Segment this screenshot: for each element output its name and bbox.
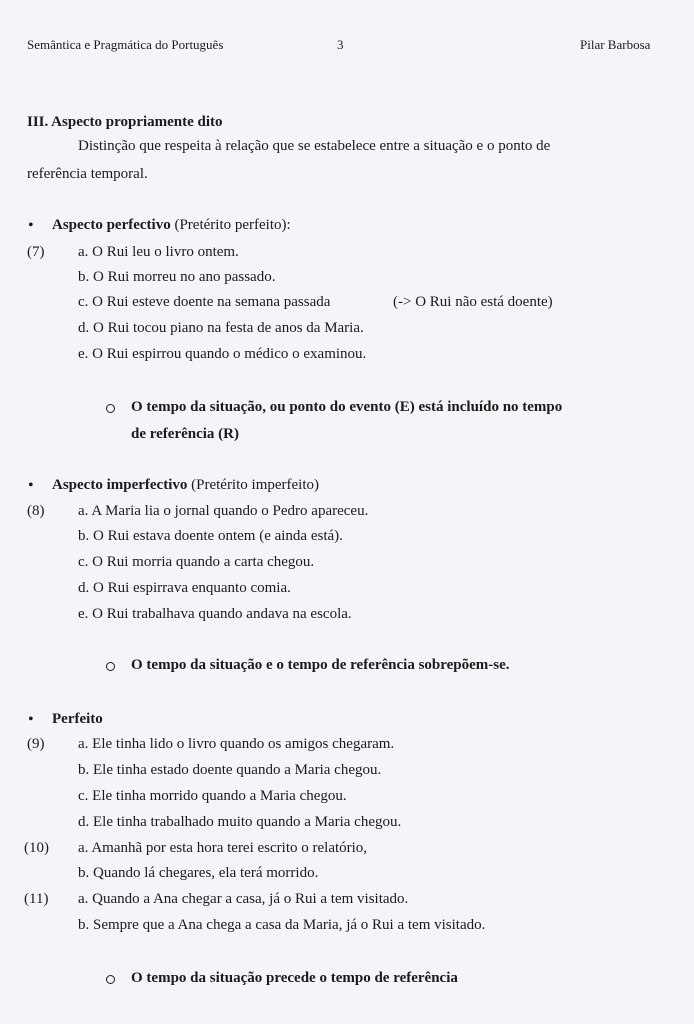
example-number: (9) <box>27 736 45 752</box>
example-line: d. O Rui espirrava enquanto comia. <box>78 580 291 596</box>
bullet-icon: • <box>28 711 34 728</box>
perfective-note-line1: O tempo da situação, ou ponto do evento (E) está incluído no tempo <box>131 399 563 415</box>
example-number: (7) <box>27 244 45 260</box>
section-title: III. Aspecto propriamente dito <box>27 114 223 130</box>
header-page-number: 3 <box>337 37 344 52</box>
example-line: e. O Rui trabalhava quando andava na escola. <box>78 606 352 622</box>
perfective-heading <box>52 216 291 234</box>
example-line: a. Amanhã por esta hora terei escrito o relatório, <box>78 840 368 856</box>
section-intro-line1: Distinção que respeita à relação que se estabelece entre a situação e o ponto de <box>78 138 551 154</box>
section-intro-line2: referência temporal. <box>27 166 148 182</box>
example-line: e. O Rui espirrou quando o médico o examinou. <box>78 346 367 362</box>
bullet-icon: • <box>28 477 34 494</box>
circle-bullet-icon <box>106 975 115 984</box>
example-line: b. Quando lá chegares, ela terá morrido. <box>78 865 319 881</box>
example-line: b. Sempre que a Ana chega a casa da Maria, já o Rui a tem visitado. <box>78 917 486 933</box>
imperfective-heading <box>52 476 319 494</box>
example-line: b. O Rui estava doente ontem (e ainda está). <box>78 528 343 544</box>
circle-bullet-icon <box>106 404 115 413</box>
example-line: a. O Rui leu o livro ontem. <box>78 244 239 260</box>
example-line: b. Ele tinha estado doente quando a Maria chegou. <box>78 762 382 778</box>
example-note: (-> O Rui não está doente) <box>393 294 553 310</box>
example-line: a. A Maria lia o jornal quando o Pedro apareceu. <box>78 503 369 519</box>
example-line: a. Quando a Ana chegar a casa, já o Rui a tem visitado. <box>78 891 409 907</box>
imperfective-heading-rest: (Pretérito imperfeito) <box>191 477 319 493</box>
example-line: a. Ele tinha lido o livro quando os amigos chegaram. <box>78 736 395 752</box>
example-number: (8) <box>27 503 45 519</box>
perfect-note: O tempo da situação precede o tempo de referência <box>131 970 458 986</box>
header-course-title: Semântica e Pragmática do Português <box>27 37 224 52</box>
example-line: b. O Rui morreu no ano passado. <box>78 269 276 285</box>
example-line: d. Ele tinha trabalhado muito quando a Maria chegou. <box>78 814 402 830</box>
imperfective-note: O tempo da situação e o tempo de referência sobrepõem-se. <box>131 657 510 673</box>
example-line: c. O Rui esteve doente na semana passada <box>78 294 331 310</box>
example-number: (10) <box>24 840 49 856</box>
imperfective-heading-bold: Aspecto imperfectivo <box>52 477 188 493</box>
perfective-heading-bold: Aspecto perfectivo <box>52 217 171 233</box>
header-author: Pilar Barbosa <box>580 37 651 52</box>
example-number: (11) <box>24 891 49 907</box>
perfective-note-line2: de referência (R) <box>131 426 240 442</box>
bullet-icon: • <box>28 217 34 234</box>
perfective-heading-rest: (Pretérito perfeito): <box>174 217 291 233</box>
example-line: c. O Rui morria quando a carta chegou. <box>78 554 315 570</box>
example-line: c. Ele tinha morrido quando a Maria chegou. <box>78 788 347 804</box>
example-line: d. O Rui tocou piano na festa de anos da Maria. <box>78 320 364 336</box>
perfect-heading: Perfeito <box>52 711 103 727</box>
circle-bullet-icon <box>106 662 115 671</box>
